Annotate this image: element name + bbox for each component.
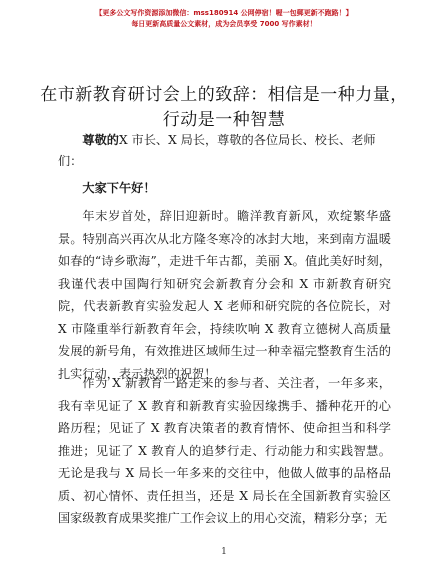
salutation: [58, 130, 391, 172]
header-banner: [0, 8, 448, 30]
page-number: 1: [221, 547, 227, 557]
paragraph-1: 年末岁首处，辞旧迎新时。瞻洋教育新风，欢绽繁华盛景。特别高兴再次从北方隆冬寒冷的冰封大地，来到南方温暖如春的“诗乡歌海”，走进千年古都，美丽 X。值此美好时刻，我谨代表中国陶行知研究会新教育分会和 X 市新教育研究院，代表新教育实验发起人 X 老师和研究院的各位院长，对 X 市隆重举行新教育年会，持续吹响 X 教育立德树人高质量发展的新号角，有效推进区域师生过一种幸福完整教育生活的扎实行动，表示热烈的祝贺！: [58, 209, 391, 381]
banner-line-1: 【更多公文写作资源添加微信：mss180914 公网停宿！喔一包郵更新不跑路！】: [95, 9, 353, 17]
salutation-honorific: 尊敬的: [82, 133, 119, 147]
document-title: 在市新教育研讨会上的致辞：相信是一种力量，行动是一种智慧: [40, 85, 408, 130]
paragraph-2: 作为 X 新教育一路走来的参与者、关注者，一年多来，我有幸见证了 X 教育和新教育实验因缘携手、播种花开的心路历程；见证了 X 教育决策者的教育情怀、使命担当和科学推进；见证了 X 教育人的追梦行走、行动能力和实践智慧。无论是我与 X 局长一年多来的交往中，他做人做事的品格品质、初心情怀、责任担当，还是 X 局长在全国新教育实验区国家级教育成果奖推广工作会议上的用心交流，精彩分享；无: [58, 376, 391, 525]
banner-line-2: 每日更新高质量公文素材，成为会员享受 7000 写作素材！: [131, 20, 317, 28]
salutation-addressees: X 市长、X 局长，尊敬的各位局长、校长、老师们：: [58, 133, 376, 168]
greeting: 大家下午好！: [82, 181, 156, 195]
